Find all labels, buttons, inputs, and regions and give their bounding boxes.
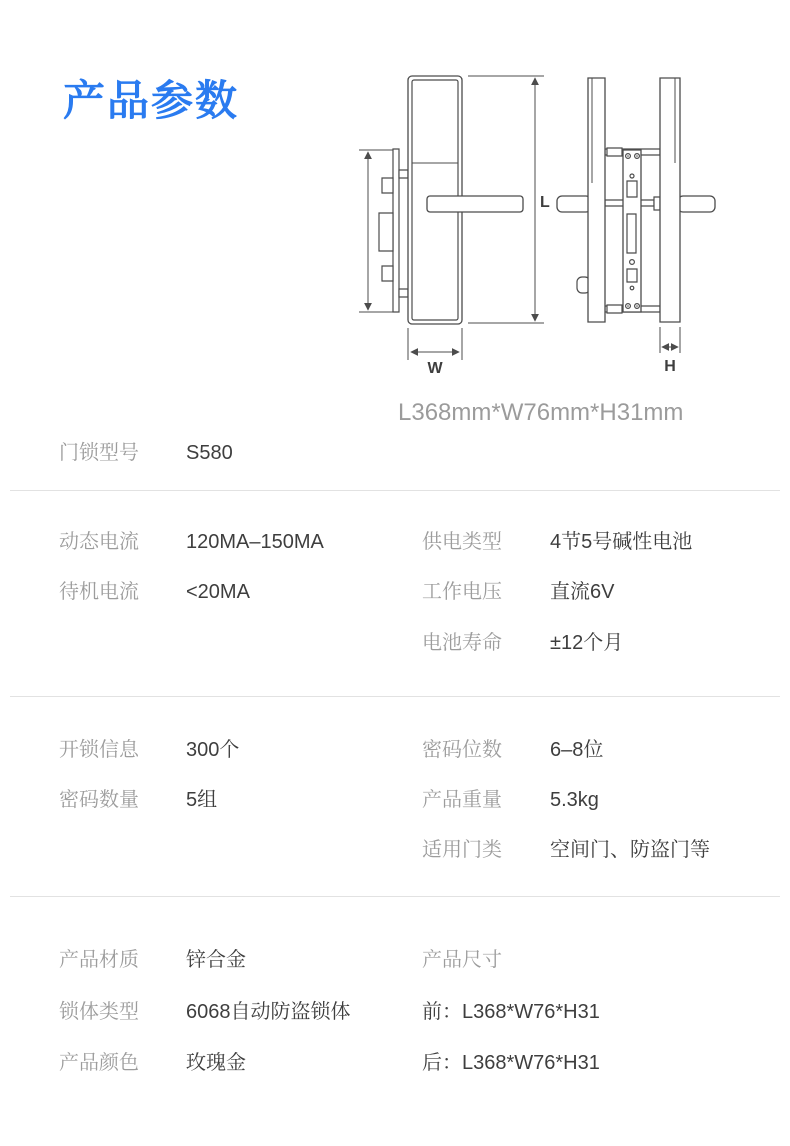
spec-value: 120MA–150MA [186,531,324,553]
spec-value: 锌合金 [186,949,246,971]
side-view [557,78,715,375]
spec-value: <20MA [186,581,250,603]
dimension-label-h: H [664,358,676,375]
spec-row-lock-body-type [0,999,790,1025]
spec-label: 产品颜色 [59,1052,139,1074]
spec-label: 工作电压 [422,581,502,603]
spec-label: 待机电流 [59,581,139,603]
dimension-label-l: L [540,194,550,211]
front-view [359,76,550,377]
spec-label: 密码位数 [422,739,502,761]
lock-dimension-diagram [340,55,780,395]
spec-row-standby-current [0,579,790,605]
spec-value: 5.3kg [550,789,599,811]
spec-value: 6–8位 [550,739,604,761]
spec-value-back-size: 后：L368*W76*H31 [422,1052,600,1074]
spec-label: 锁体类型 [59,1001,139,1023]
spec-value-front-size: 前：L368*W76*H31 [422,1001,600,1023]
spec-label: 产品材质 [59,949,139,971]
spec-label: 适用门类 [422,839,502,861]
spec-label: 电池寿命 [422,632,502,654]
spec-value: ±12个月 [550,632,624,654]
spec-label: 动态电流 [59,531,139,553]
spec-value: 4节5号碱性电池 [550,531,693,553]
spec-row-color [0,1050,790,1076]
spec-value: 空间门、防盗门等 [550,839,710,861]
spec-label: 门锁型号 [59,442,139,464]
spec-value: S580 [186,442,233,464]
spec-value: 直流6V [550,581,615,603]
section-divider [10,490,780,491]
spec-label: 供电类型 [422,531,502,553]
overall-dimensions-caption: L368mm*W76mm*H31mm [398,399,684,426]
spec-value: 5组 [186,789,218,811]
spec-row-password-count [0,787,790,813]
spec-label: 开锁信息 [59,739,139,761]
spec-row-model [0,440,790,466]
spec-label: 密码数量 [59,789,139,811]
spec-row-battery-life [0,630,790,656]
section-divider [10,696,780,697]
spec-row-dynamic-current [0,529,790,555]
spec-label: 产品重量 [422,789,502,811]
spec-row-unlock-info [0,737,790,763]
spec-row-material [0,947,790,973]
spec-value: 玫瑰金 [186,1052,246,1074]
spec-row-door-types [0,837,790,863]
spec-value: 300个 [186,739,240,761]
dimension-label-w: W [427,360,443,377]
section-divider [10,896,780,897]
spec-label: 产品尺寸 [422,949,502,971]
page-title: 产品参数 [63,77,240,124]
spec-value: 6068自动防盗锁体 [186,1001,351,1023]
